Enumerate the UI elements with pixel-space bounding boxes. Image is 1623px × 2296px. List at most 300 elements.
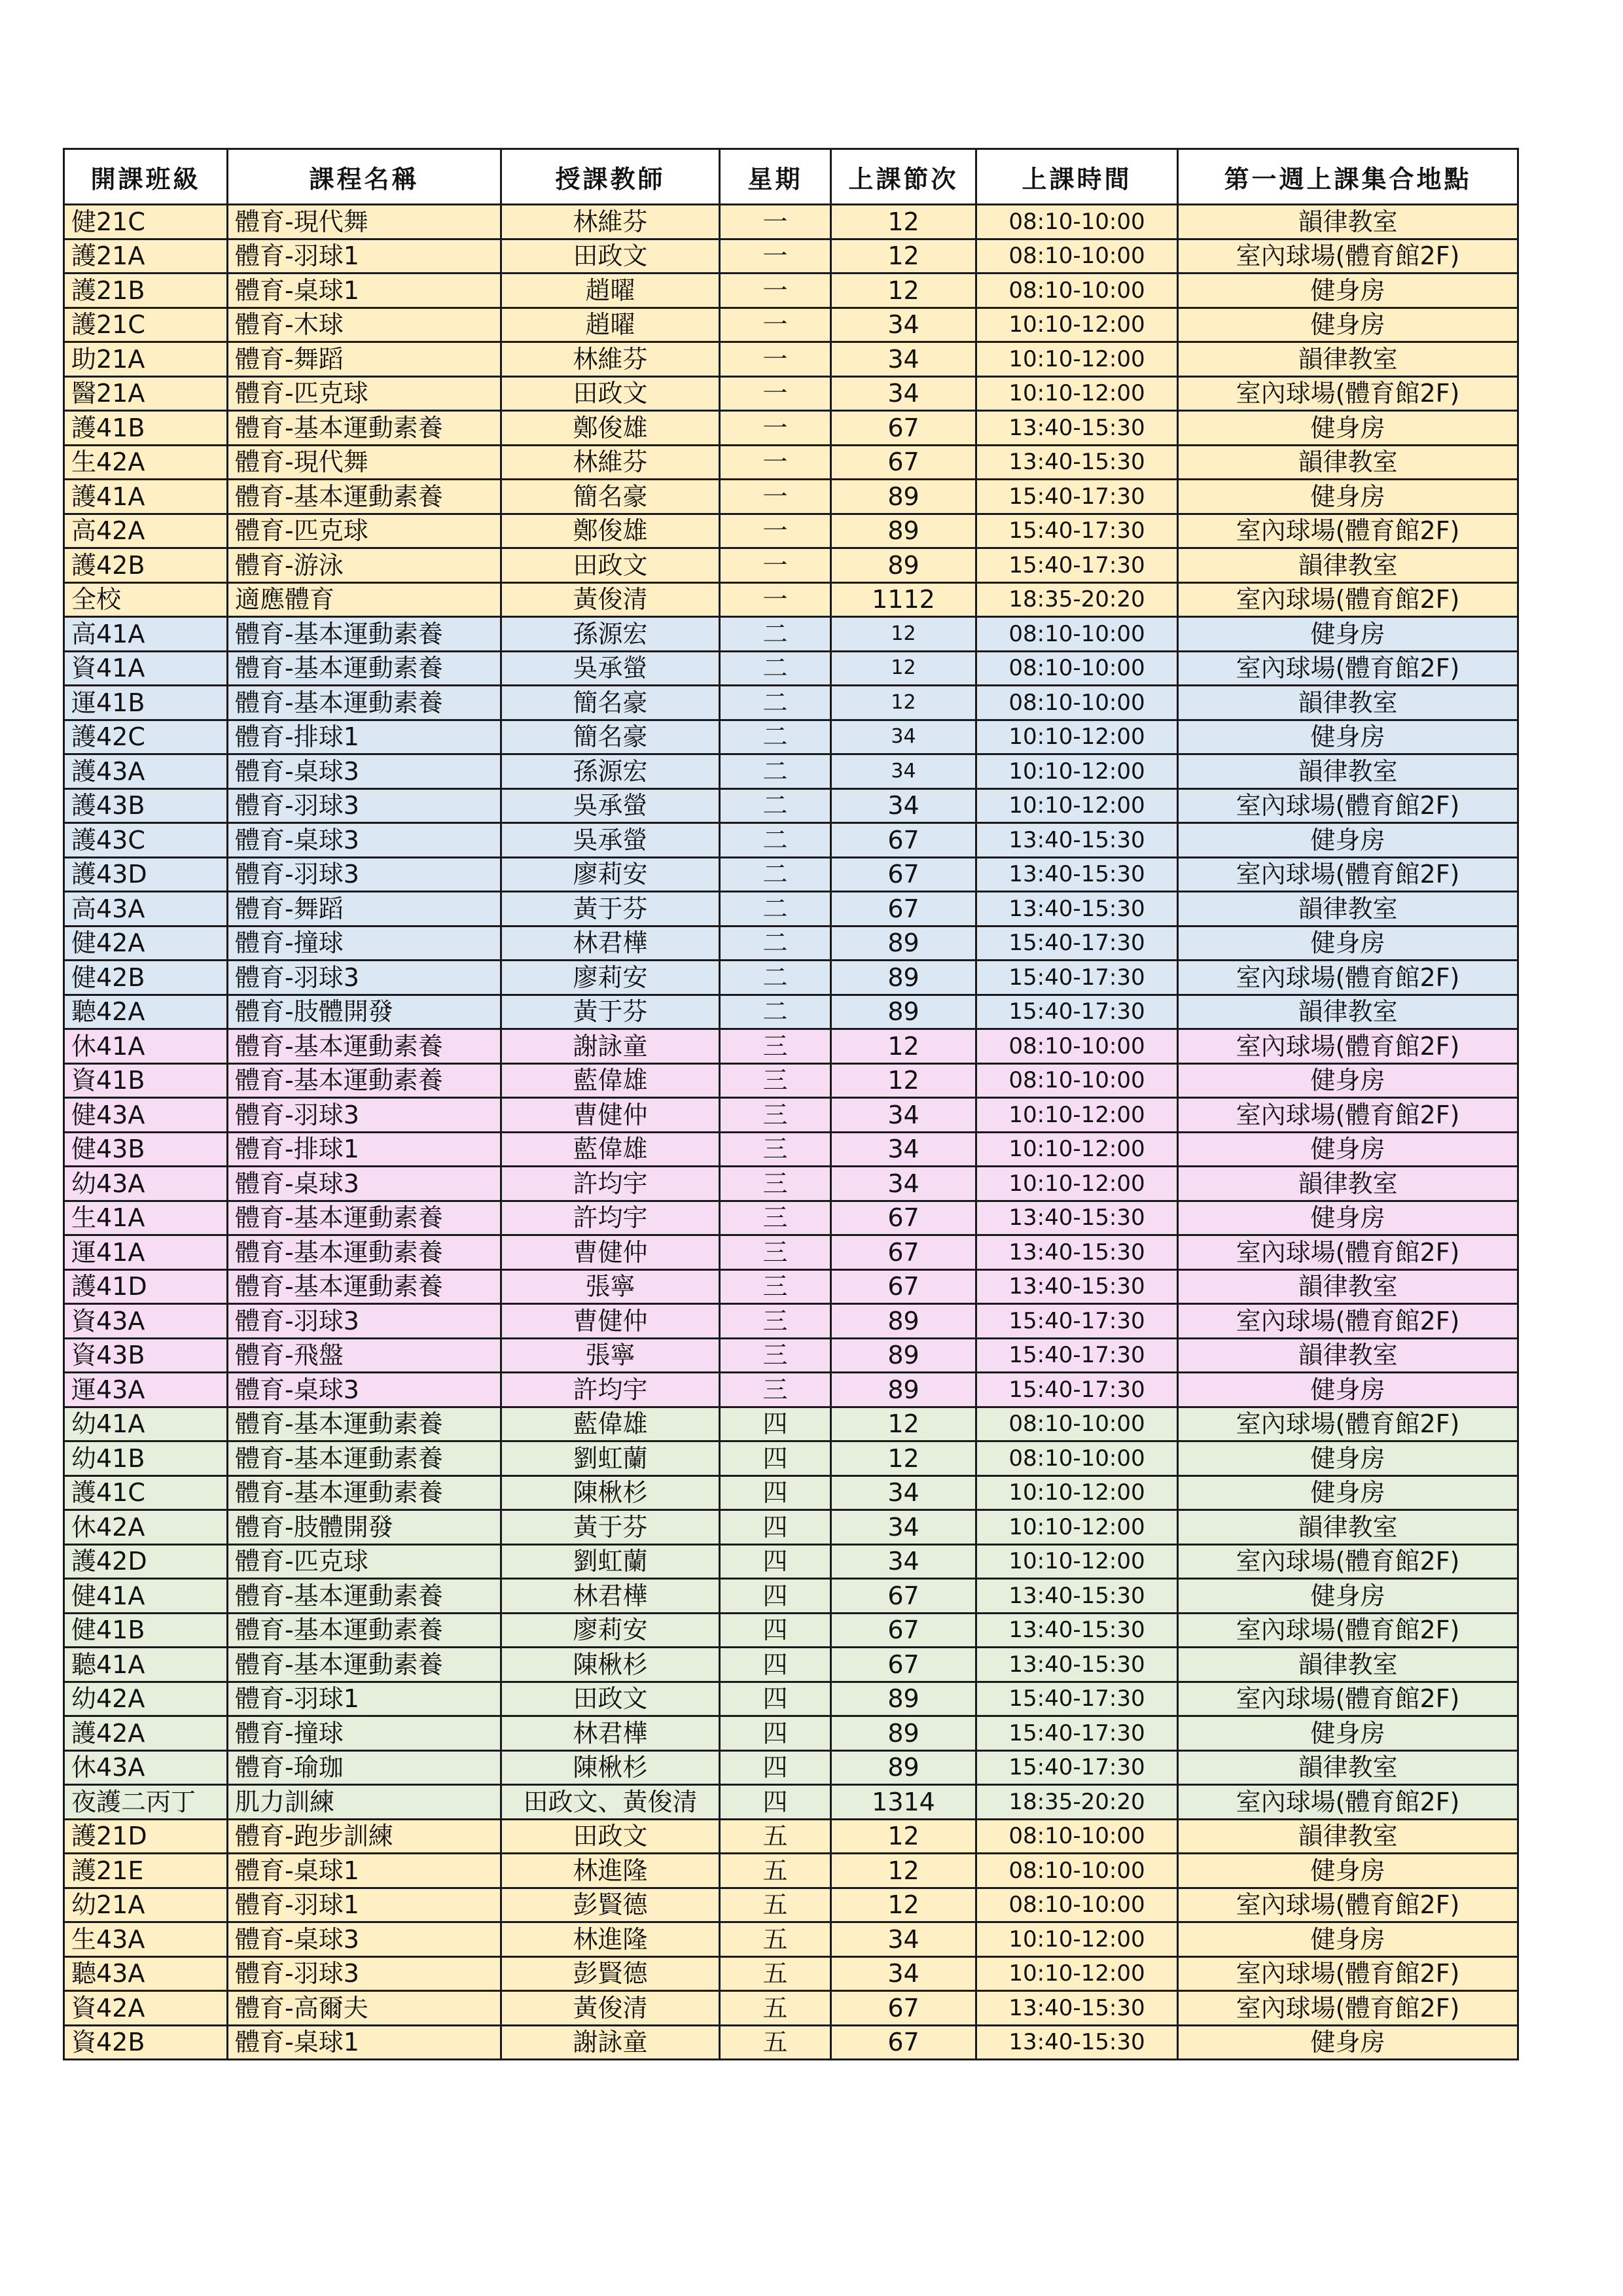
day-cell: 二 [720,617,831,652]
class-cell: 醫21A [64,376,228,411]
teacher-cell: 林進隆 [501,1922,720,1957]
table-header [64,149,1518,205]
location-cell: 健身房 [1178,1475,1518,1510]
location-cell: 室內球場(體育館2F) [1178,1956,1518,1991]
teacher-cell: 吳承螢 [501,823,720,858]
day-cell: 二 [720,892,831,927]
time-cell: 13:40-15:30 [976,823,1178,858]
location-cell: 韻律教室 [1178,995,1518,1029]
time-cell: 15:40-17:30 [976,926,1178,961]
table-row [64,1304,1518,1339]
location-cell: 健身房 [1178,1854,1518,1888]
teacher-cell: 黃于芬 [501,995,720,1029]
teacher-cell: 林君樺 [501,926,720,961]
day-cell: 三 [720,1373,831,1407]
period-cell: 67 [831,1579,976,1614]
class-cell: 全校 [64,582,228,617]
location-cell: 室內球場(體育館2F) [1178,1029,1518,1064]
class-cell: 護21E [64,1854,228,1888]
class-cell: 資42B [64,2025,228,2060]
class-cell: 生43A [64,1922,228,1957]
teacher-cell: 林君樺 [501,1579,720,1614]
course-cell: 體育-匹克球 [228,1544,501,1579]
time-cell: 13:40-15:30 [976,1235,1178,1270]
location-cell: 韻律教室 [1178,1338,1518,1373]
day-cell: 三 [720,1132,831,1167]
class-cell: 護42C [64,720,228,754]
teacher-cell: 藍偉雄 [501,1063,720,1098]
teacher-cell: 簡名豪 [501,480,720,514]
class-cell: 休42A [64,1510,228,1545]
header-class: 開課班級 [64,149,228,205]
time-cell: 15:40-17:30 [976,1373,1178,1407]
time-cell: 10:10-12:00 [976,342,1178,377]
class-cell: 資43A [64,1304,228,1339]
table-row [64,1888,1518,1922]
time-cell: 08:10-10:00 [976,651,1178,686]
teacher-cell: 陳楸杉 [501,1648,720,1682]
day-cell: 三 [720,1167,831,1201]
location-cell: 室內球場(體育館2F) [1178,1991,1518,2026]
time-cell: 10:10-12:00 [976,1475,1178,1510]
day-cell: 四 [720,1441,831,1476]
table-row [64,1235,1518,1270]
period-cell: 67 [831,445,976,480]
course-cell: 體育-撞球 [228,1716,501,1751]
course-cell: 體育-羽球1 [228,1682,501,1716]
period-cell: 34 [831,1098,976,1133]
time-cell: 08:10-10:00 [976,239,1178,274]
location-cell: 健身房 [1178,926,1518,961]
course-cell: 體育-基本運動素養 [228,651,501,686]
time-cell: 10:10-12:00 [976,308,1178,342]
table-row [64,892,1518,927]
period-cell: 34 [831,1922,976,1957]
class-cell: 護42D [64,1544,228,1579]
course-cell: 體育-羽球3 [228,857,501,892]
table-row [64,1201,1518,1235]
time-cell: 10:10-12:00 [976,1510,1178,1545]
time-cell: 10:10-12:00 [976,788,1178,823]
class-cell: 幼41A [64,1407,228,1441]
header-day: 星期 [720,149,831,205]
class-cell: 休41A [64,1029,228,1064]
period-cell: 89 [831,1304,976,1339]
day-cell: 一 [720,548,831,583]
day-cell: 五 [720,1854,831,1888]
time-cell: 10:10-12:00 [976,376,1178,411]
table-row [64,1132,1518,1167]
class-cell: 護41D [64,1269,228,1304]
period-cell: 89 [831,548,976,583]
class-cell: 聽41A [64,1648,228,1682]
period-cell: 12 [831,1029,976,1064]
course-cell: 體育-基本運動素養 [228,1579,501,1614]
location-cell: 健身房 [1178,617,1518,652]
course-cell: 體育-羽球3 [228,1956,501,1991]
time-cell: 10:10-12:00 [976,1922,1178,1957]
day-cell: 四 [720,1544,831,1579]
course-cell: 體育-桌球1 [228,274,501,308]
course-cell: 體育-羽球3 [228,1098,501,1133]
day-cell: 三 [720,1269,831,1304]
location-cell: 韻律教室 [1178,342,1518,377]
day-cell: 一 [720,239,831,274]
class-cell: 休43A [64,1750,228,1785]
class-cell: 護43B [64,788,228,823]
class-cell: 資42A [64,1991,228,2026]
time-cell: 10:10-12:00 [976,754,1178,789]
course-cell: 體育-基本運動素養 [228,1063,501,1098]
table-row [64,1373,1518,1407]
header-location: 第一週上課集合地點 [1178,149,1518,205]
day-cell: 二 [720,720,831,754]
day-cell: 四 [720,1613,831,1648]
day-cell: 一 [720,514,831,548]
location-cell: 健身房 [1178,1132,1518,1167]
location-cell: 健身房 [1178,308,1518,342]
course-cell: 體育-基本運動素養 [228,1269,501,1304]
course-cell: 體育-瑜珈 [228,1750,501,1785]
table-row [64,1785,1518,1820]
table-row [64,514,1518,548]
table-row [64,239,1518,274]
teacher-cell: 簡名豪 [501,720,720,754]
time-cell: 08:10-10:00 [976,1441,1178,1476]
time-cell: 15:40-17:30 [976,548,1178,583]
course-cell: 體育-基本運動素養 [228,1441,501,1476]
table-row [64,1854,1518,1888]
teacher-cell: 藍偉雄 [501,1132,720,1167]
table-row [64,1029,1518,1064]
teacher-cell: 林君樺 [501,1716,720,1751]
location-cell: 韻律教室 [1178,205,1518,239]
table-row [64,1441,1518,1476]
table-row [64,342,1518,377]
class-cell: 護21B [64,274,228,308]
period-cell: 89 [831,1338,976,1373]
table-row [64,857,1518,892]
course-cell: 體育-現代舞 [228,445,501,480]
teacher-cell: 陳楸杉 [501,1475,720,1510]
period-cell: 12 [831,205,976,239]
time-cell: 15:40-17:30 [976,1716,1178,1751]
table-row [64,1716,1518,1751]
class-cell: 幼43A [64,1167,228,1201]
table-row [64,445,1518,480]
class-cell: 資43B [64,1338,228,1373]
time-cell: 08:10-10:00 [976,1854,1178,1888]
class-cell: 生41A [64,1201,228,1235]
table-row [64,1167,1518,1201]
table-row [64,1922,1518,1957]
location-cell: 韻律教室 [1178,1167,1518,1201]
time-cell: 10:10-12:00 [976,1167,1178,1201]
period-cell: 12 [831,239,976,274]
table-row [64,1613,1518,1648]
teacher-cell: 趙曜 [501,274,720,308]
location-cell: 健身房 [1178,274,1518,308]
header-period: 上課節次 [831,149,976,205]
period-cell: 89 [831,961,976,995]
teacher-cell: 田政文 [501,376,720,411]
period-cell: 67 [831,1269,976,1304]
course-cell: 體育-羽球3 [228,961,501,995]
period-cell: 67 [831,1235,976,1270]
day-cell: 四 [720,1510,831,1545]
table-row [64,1819,1518,1854]
teacher-cell: 田政文 [501,1682,720,1716]
period-cell: 89 [831,995,976,1029]
day-cell: 三 [720,1235,831,1270]
table-row [64,1750,1518,1785]
table-body [64,205,1518,2060]
course-cell: 體育-羽球3 [228,1304,501,1339]
time-cell: 10:10-12:00 [976,1132,1178,1167]
time-cell: 15:40-17:30 [976,1338,1178,1373]
course-cell: 體育-桌球3 [228,823,501,858]
teacher-cell: 林進隆 [501,1854,720,1888]
table-row [64,548,1518,583]
time-cell: 08:10-10:00 [976,1029,1178,1064]
location-cell: 健身房 [1178,1063,1518,1098]
table-row [64,1956,1518,1991]
header-row [64,149,1518,205]
time-cell: 13:40-15:30 [976,2025,1178,2060]
location-cell: 健身房 [1178,1579,1518,1614]
time-cell: 10:10-12:00 [976,1098,1178,1133]
period-cell: 34 [831,788,976,823]
course-cell: 體育-木球 [228,308,501,342]
teacher-cell: 劉虹蘭 [501,1441,720,1476]
teacher-cell: 藍偉雄 [501,1407,720,1441]
time-cell: 08:10-10:00 [976,686,1178,720]
location-cell: 健身房 [1178,1922,1518,1957]
time-cell: 15:40-17:30 [976,1682,1178,1716]
location-cell: 室內球場(體育館2F) [1178,1613,1518,1648]
table-row [64,995,1518,1029]
period-cell: 12 [831,1819,976,1854]
period-cell: 89 [831,1373,976,1407]
class-cell: 健43B [64,1132,228,1167]
period-cell: 67 [831,1648,976,1682]
day-cell: 一 [720,411,831,446]
time-cell: 13:40-15:30 [976,857,1178,892]
period-cell: 12 [831,651,976,686]
table-row [64,1579,1518,1614]
teacher-cell: 鄭俊雄 [501,411,720,446]
teacher-cell: 田政文 [501,1819,720,1854]
class-cell: 護41B [64,411,228,446]
class-cell: 幼42A [64,1682,228,1716]
location-cell: 健身房 [1178,2025,1518,2060]
course-cell: 體育-舞蹈 [228,342,501,377]
course-cell: 體育-桌球1 [228,2025,501,2060]
period-cell: 67 [831,2025,976,2060]
table-row [64,1269,1518,1304]
day-cell: 五 [720,1819,831,1854]
day-cell: 一 [720,342,831,377]
period-cell: 12 [831,1407,976,1441]
location-cell: 健身房 [1178,1441,1518,1476]
teacher-cell: 田政文 [501,239,720,274]
time-cell: 13:40-15:30 [976,1613,1178,1648]
day-cell: 三 [720,1304,831,1339]
period-cell: 67 [831,411,976,446]
course-cell: 體育-基本運動素養 [228,1201,501,1235]
location-cell: 室內球場(體育館2F) [1178,239,1518,274]
table-row [64,411,1518,446]
teacher-cell: 許均宇 [501,1167,720,1201]
location-cell: 室內球場(體育館2F) [1178,1682,1518,1716]
period-cell: 67 [831,857,976,892]
period-cell: 12 [831,617,976,652]
day-cell: 一 [720,274,831,308]
class-cell: 健42A [64,926,228,961]
day-cell: 四 [720,1407,831,1441]
course-cell: 體育-舞蹈 [228,892,501,927]
course-cell: 體育-撞球 [228,926,501,961]
day-cell: 三 [720,1098,831,1133]
time-cell: 13:40-15:30 [976,1648,1178,1682]
location-cell: 室內球場(體育館2F) [1178,1304,1518,1339]
period-cell: 12 [831,1441,976,1476]
time-cell: 08:10-10:00 [976,617,1178,652]
teacher-cell: 曹健仲 [501,1304,720,1339]
location-cell: 健身房 [1178,1201,1518,1235]
location-cell: 室內球場(體育館2F) [1178,1785,1518,1820]
location-cell: 室內球場(體育館2F) [1178,1098,1518,1133]
table-row [64,1648,1518,1682]
period-cell: 67 [831,892,976,927]
course-cell: 體育-羽球3 [228,788,501,823]
period-cell: 67 [831,1613,976,1648]
period-cell: 34 [831,1544,976,1579]
table-row [64,205,1518,239]
location-cell: 健身房 [1178,1373,1518,1407]
period-cell: 34 [831,376,976,411]
table-row [64,1407,1518,1441]
teacher-cell: 黃俊清 [501,582,720,617]
time-cell: 13:40-15:30 [976,1269,1178,1304]
class-cell: 護41A [64,480,228,514]
day-cell: 五 [720,2025,831,2060]
class-cell: 助21A [64,342,228,377]
teacher-cell: 廖莉安 [501,857,720,892]
day-cell: 三 [720,1029,831,1064]
class-cell: 健41B [64,1613,228,1648]
course-cell: 體育-基本運動素養 [228,1475,501,1510]
class-cell: 幼21A [64,1888,228,1922]
class-cell: 幼41B [64,1441,228,1476]
time-cell: 08:10-10:00 [976,1063,1178,1098]
teacher-cell: 林維芬 [501,342,720,377]
course-cell: 體育-桌球3 [228,1167,501,1201]
period-cell: 12 [831,1854,976,1888]
course-cell: 體育-桌球3 [228,1373,501,1407]
table-row [64,788,1518,823]
period-cell: 67 [831,1991,976,2026]
teacher-cell: 吳承螢 [501,651,720,686]
day-cell: 三 [720,1338,831,1373]
teacher-cell: 曹健仲 [501,1098,720,1133]
table-row [64,308,1518,342]
day-cell: 二 [720,823,831,858]
day-cell: 二 [720,651,831,686]
teacher-cell: 林維芬 [501,205,720,239]
period-cell: 89 [831,480,976,514]
class-cell: 護43C [64,823,228,858]
course-cell: 體育-桌球3 [228,754,501,789]
time-cell: 15:40-17:30 [976,1304,1178,1339]
period-cell: 34 [831,1510,976,1545]
table-row [64,1475,1518,1510]
period-cell: 12 [831,274,976,308]
teacher-cell: 趙曜 [501,308,720,342]
day-cell: 二 [720,961,831,995]
table-row [64,720,1518,754]
table-row [64,480,1518,514]
time-cell: 13:40-15:30 [976,445,1178,480]
course-cell: 體育-基本運動素養 [228,1648,501,1682]
table-row [64,1991,1518,2026]
day-cell: 四 [720,1648,831,1682]
course-cell: 體育-羽球1 [228,239,501,274]
period-cell: 12 [831,686,976,720]
period-cell: 67 [831,1201,976,1235]
time-cell: 08:10-10:00 [976,1407,1178,1441]
teacher-cell: 廖莉安 [501,961,720,995]
table-row [64,2025,1518,2060]
location-cell: 韻律教室 [1178,1269,1518,1304]
time-cell: 13:40-15:30 [976,1579,1178,1614]
day-cell: 三 [720,1063,831,1098]
course-cell: 體育-基本運動素養 [228,411,501,446]
course-cell: 體育-基本運動素養 [228,1235,501,1270]
course-cell: 體育-肢體開發 [228,1510,501,1545]
time-cell: 13:40-15:30 [976,892,1178,927]
period-cell: 34 [831,308,976,342]
location-cell: 健身房 [1178,411,1518,446]
course-cell: 體育-匹克球 [228,376,501,411]
class-cell: 高43A [64,892,228,927]
day-cell: 三 [720,1201,831,1235]
day-cell: 二 [720,857,831,892]
period-cell: 89 [831,1716,976,1751]
period-cell: 12 [831,1063,976,1098]
period-cell: 89 [831,1750,976,1785]
location-cell: 室內球場(體育館2F) [1178,1407,1518,1441]
class-cell: 運41A [64,1235,228,1270]
location-cell: 韻律教室 [1178,1750,1518,1785]
time-cell: 13:40-15:30 [976,1201,1178,1235]
teacher-cell: 黃于芬 [501,1510,720,1545]
period-cell: 34 [831,342,976,377]
day-cell: 四 [720,1785,831,1820]
time-cell: 10:10-12:00 [976,1956,1178,1991]
location-cell: 健身房 [1178,823,1518,858]
header-teacher: 授課教師 [501,149,720,205]
time-cell: 13:40-15:30 [976,1991,1178,2026]
location-cell: 韻律教室 [1178,1510,1518,1545]
class-cell: 運43A [64,1373,228,1407]
teacher-cell: 謝詠童 [501,2025,720,2060]
table-row [64,1544,1518,1579]
time-cell: 08:10-10:00 [976,274,1178,308]
location-cell: 韻律教室 [1178,686,1518,720]
table-row [64,1338,1518,1373]
class-cell: 健21C [64,205,228,239]
